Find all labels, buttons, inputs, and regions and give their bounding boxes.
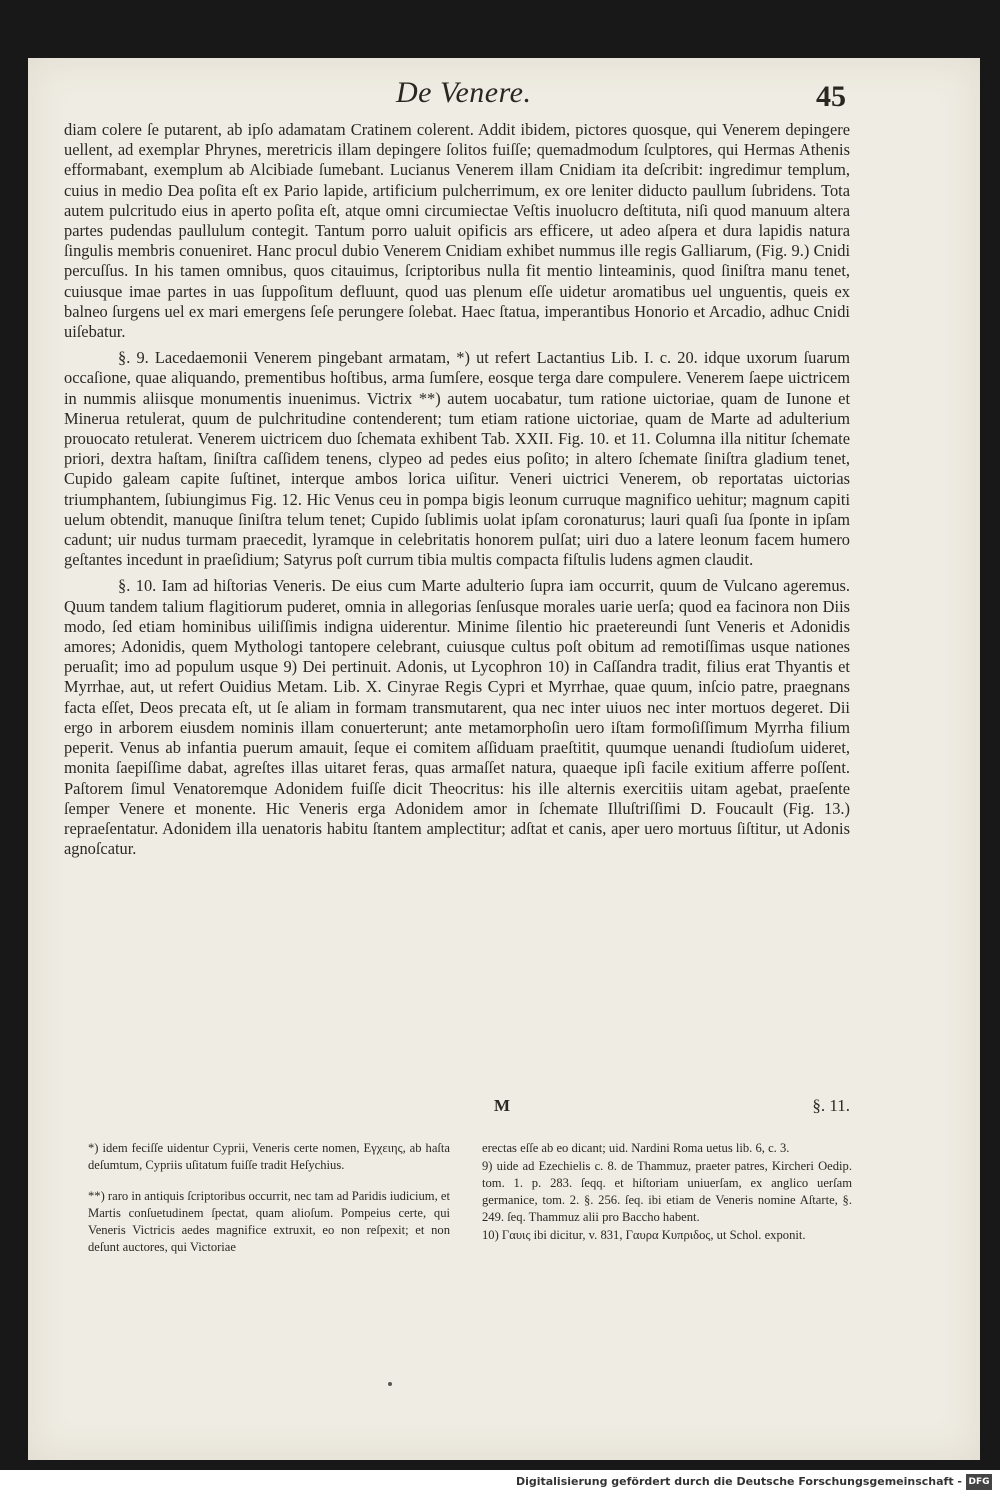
footnote-9: 9) uide ad Ezechielis c. 8. de Thammuz, praeter patres, Kircheri Oedip. tom. 1. p. 283. ſeqq. et hiſtoriam uniuerſam, ex anglico uerſam germanice, tom. 2. §. 256. ſeq. ibi etiam de Veneris nomine Aſtarte, §. 249. ſeq. Thammuz alii pro Baccho habent.: [482, 1159, 852, 1224]
running-head-title: De Venere.: [396, 76, 532, 109]
catchword: §. 11.: [812, 1096, 850, 1115]
digitization-footer: [0, 1470, 1000, 1497]
footnotes-left-column: [88, 1140, 450, 1270]
footnote-continuation: erectas eſſe ab eo dicant; uid. Nardini Roma uetus lib. 6, c. 3.: [482, 1141, 790, 1155]
footnote-star: *) idem feciſſe uidentur Cyprii, Veneris certe nomen, Εγχειης, ab haſta deſumtum, Cypriis uſitatum fuiſſe tradit Heſychius.: [88, 1141, 450, 1172]
page-number: 45: [816, 80, 846, 113]
main-text: [64, 120, 850, 865]
ink-speck: [388, 1382, 392, 1386]
footnote-10: 10) Γαυις ibi dicitur, v. 831, Γαυρα Κυπριδος, ut Schol. exponit.: [482, 1228, 806, 1242]
footnotes-right-column: [482, 1140, 852, 1245]
funding-credit: Digitalisierung gefördert durch die Deutsche Forschungsgemeinschaft -: [515, 1475, 962, 1488]
dfg-logo-icon: DFG: [966, 1474, 992, 1490]
signature-row: [64, 1096, 850, 1120]
paragraph-section-10: §. 10. Iam ad hiſtorias Veneris. De eius cum Marte adulterio ſupra iam occurrit, quum de Vulcano ageremus. Quum tandem talium flagitiorum puderet, omnia in allegorias ſenſusque morales uarie uerſa; quod ea facinora non Diis modo, ſed etiam hominibus uiliſſimis indigna uiderentur. Minime ſilentio hic praetereundi ſunt Veneris et Adonidis amores; Adonidis, quem Mythologi tantopere celebrant, cuiusque cultus poſt obitum ad remotiſſimas usque nationes peruaſit; imo ad populum usque 9) Dei pertinuit. Adonis, ut Lycophron 10) in Caſſandra tradit, filius erat Thyantis et Myrrhae, aut, ut refert Ouidius Metam. Lib. X. Cinyrae Regis Cypri et Myrrhae, quae quum, inſcio patre, praegnans facta eſſet, Deos precata eſt, ut ſe aliam in formam transmutarent, qua nec inter uiuos nec inter mortuos degeret. Dii ergo in arborem eiusdem nominis illam conuerterunt; ante metamorphoſin uero iſtam formoſiſſimum Myrrha filium peperit. Venus ab infantia puerum amauit, ſeque ei comitem aſſiduam praeſtitit, quumque uenandi ſtudioſum uideret, monita ſaepiſſime dabat, agreſtes illas uitaret feras, quas armaſſet natura, quaeque ipſi facile exitium afferre poſſent. Paſtorem ſimul Venatoremque Adonidem fuiſſe dicit Theocritus: his ille alternis exercitiis uitam agebat, praeſente ſemper Venere et monente. Hic Veneris erga Adonidem amor in ſchemate Illuſtriſſimi D. Foucault (Fig. 13.) repraeſentatur. Adonidem illa uenatoris habitu ſtantem amplectitur; adſtat et canis, aper uero mortuus ſiſtitur, ut Adonis agnoſcatur.: [64, 576, 850, 859]
paragraph-continuation: diam colere ſe putarent, ab ipſo adamatam Cratinem colerent. Addit ibidem, pictores quosque, qui Venerem depingere uellent, ad exemplar Phrynes, meretricis illam depingere ſolitos fuiſſe; quemadmodum ſculptores, qui Hermas Athenis efformabant, exemplum ab Alcibiade ſumebant. Lucianus Venerem illam Cnidiam ita deſcribit: ingredimur templum, cuius in medio Dea poſita eſt ex Pario lapide, artificium pulcherrimum, ex ore leniter diducto paullum ſubridens. Tota autem pulcritudo eius in aperto poſita eſt, atque omni circumiectae Veſtis inuolucro deſtituta, niſi quod manuum altera partes pudendas paullulum contegit. Tantum porro ualuit opificis ars efficere, ut adeo aſpera et dura lapidis natura ſingulis membris conueniret. Hanc procul dubio Venerem Cnidiam exhibet nummus ille regis Galliarum, (Fig. 9.) Cnidi percuſſus. In his tamen omnibus, quos citauimus, ſcriptoribus nulla fit mentio linteaminis, quod ſiniſtra manu tenet, cuiusque imae partes in uas ſuppoſitum defluunt, quod uas plenum eſſe uidetur aromatibus uel unguentis, queis ex balneo ſurgens uel ex mari emergens ſeſe perungere ſolebat. Haec ſtatua, imperantibus Honorio et Arcadio, adhuc Cnidi uiſebatur.: [64, 120, 850, 342]
printer-signature: M: [494, 1096, 511, 1115]
footnote-double-star: **) raro in antiquis ſcriptoribus occurrit, nec tam ad Paridis iudicium, et Martis conſuetudinem ſpectat, quam alioſum. Pompeius certe, qui Veneris Victricis aedes magnifice extruxit, eo non reſpexit; et non deſunt auctores, qui Victoriae: [88, 1189, 450, 1254]
paragraph-section-9: §. 9. Lacedaemonii Venerem pingebant armatam, *) ut refert Lactantius Lib. I. c. 20. idque uxorum ſuarum occaſione, quae aliquando, prementibus hoſtibus, arma ſumſere, eosque terga dare compulere. Venerem ſaepe uictricem in nummis aliisque monumentis inuenimus. Victrix **) autem uocabatur, tum ratione uictoriae, quam de Iunone et Minerua retulerat, quum de pulchritudine contenderent; tum etiam ratione uictoriae, quam de Marte ad adulterium prouocato retulerat. Venerem uictricem duo ſchemata exhibent Tab. XXII. Fig. 10. et 11. Columna illa nititur ſchemate priori, dextra haſtam, ſiniſtra caſſidem tenens, clypeo ad pedes eius poſito; in altero ſchemate ſiniſtra gladium tenet, Cupido galeam capite ſuſtinet, interque ambos lorica uiſitur. Veneri uictrici Venerem, ob reportatas uictorias triumphantem, ſubiungimus Fig. 12. Hic Venus ceu in pompa bigis leonum curruque magnifico uehitur; magnum capiti uelum obtendit, manuque ſiniſtra telum tenet; Cupido ſublimis uolat ipſam coronaturus; lauri quaſi ſua ſponte in ipſam cadunt; uir nudus turmam praecedit, lyramque in celebritatis honorem pulſat; uiri duo a latere leonum facem humero geſtantes incedunt in praeſidium; Satyrus poſt currum tibia multis compacta fiſtulis ludens agmen claudit.: [64, 348, 850, 570]
